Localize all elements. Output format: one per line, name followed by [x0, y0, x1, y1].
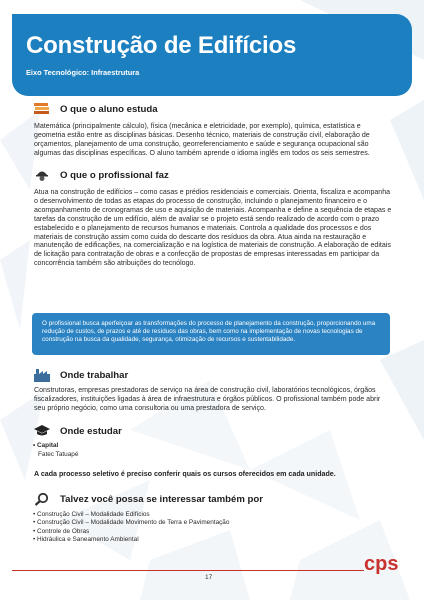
- list-item: • Hidráulica e Saneamento Ambiental: [33, 535, 139, 543]
- title-banner: [12, 14, 412, 96]
- factory-icon: [34, 368, 50, 382]
- section-text-faz: Atua na construção de edifícios – como casas e prédios residenciais e comerciais. Orienta, fiscaliza e acompanha o desenvolvimento de todas as etapas do processo de construção, incluindo o planejamento financeiro e o acompanhamento de cronogramas de uso e aquisição de materiais. Acompanha e define a sequência de etapas e tarefas da construção de um edifício, além de avaliar se o projeto está sendo realizado de acordo com o prazo estabelecido e o planejamento de recursos humanos e materiais. Controla a qualidade dos processos e dos materiais de construção assim como cuida do descarte dos resíduos da obra. Atua ainda na restauração e manutenção de edificações, na comercialização e na logística de materiais de construção. A elaboração de editais de licitação para contratação de obras e a confecção de propostas de empresas interessadas em participar da concorrência também são atribuições do tecnólogo.: [34, 189, 392, 268]
- section-title: O que o profissional faz: [60, 169, 169, 181]
- study-location-item: Fatec Tatuapé: [38, 451, 79, 458]
- magnifier-icon: [34, 492, 50, 506]
- related-courses-list: [33, 511, 229, 544]
- highlight-text: O profissional busca aperfeiçoar as transformações do processo de planejamento da construção, proporcionando uma redução de custos, de prazos e até de resíduos das obras, bem como na implementação de novas tecnologias de construção na busca da qualidade, segurança, otimização de recursos e sustentabilidade.: [42, 320, 376, 344]
- section-title: Talvez você possa se interessar também por: [60, 493, 263, 505]
- list-item: • Controle de Obras: [33, 527, 90, 535]
- section-heading-trabalhar: [34, 368, 128, 382]
- page-title: Construção de Edifícios: [26, 32, 297, 59]
- footer-divider: [12, 570, 364, 571]
- section-heading-faz: [34, 168, 169, 182]
- section-title: Onde trabalhar: [60, 369, 129, 381]
- section-title: O que o aluno estuda: [60, 103, 158, 115]
- cps-logo: [362, 552, 414, 574]
- svg-text:cps: cps: [364, 553, 399, 574]
- highlight-box: [32, 313, 390, 355]
- worker-helmet-icon: [34, 168, 50, 182]
- list-item: • Construção Civil – Modalidade Edifícios: [33, 511, 150, 518]
- study-note: A cada processo seletivo é preciso conferir quais os cursos oferecidos em cada unidade.: [34, 470, 336, 478]
- section-title: Onde estudar: [60, 425, 122, 437]
- section-text-trabalhar: Construtoras, empresas prestadoras de serviço na área de construção civil, laboratórios tecnológicos, órgãos fiscalizadores, instituições ligadas à área de infraestrutura e órgãos públicos. O profissional também pode abrir seu próprio negócio, como uma consultoria ou uma prestadora de serviço.: [34, 387, 381, 412]
- list-item: • Construção Civil – Modalidade Movimento de Terra e Pavimentação: [33, 519, 230, 527]
- page-subtitle: Eixo Tecnológico: Infraestrutura: [26, 68, 140, 77]
- books-icon: [34, 102, 50, 116]
- page-number: 17: [205, 574, 213, 581]
- section-heading-interessar: [34, 492, 263, 506]
- section-heading-estuda: [34, 102, 158, 116]
- study-location-label: • Capital: [33, 442, 59, 449]
- section-heading-estudar: [34, 424, 122, 438]
- graduation-cap-icon: [34, 424, 50, 438]
- section-text-estuda: Matemática (principalmente cálculo), física (mecânica e eletricidade, por exemplo), química, estatística e geometria estão entre as disciplinas básicas. Desenho técnico, materiais de construção civil, elaboração de orçamentos, planejamento de uma construção, georreferenciamento e saúde e segurança ocupacional são algumas das disciplinas específicas. O aluno também aprende o idioma inglês em todos os seis semestres.: [34, 123, 370, 157]
